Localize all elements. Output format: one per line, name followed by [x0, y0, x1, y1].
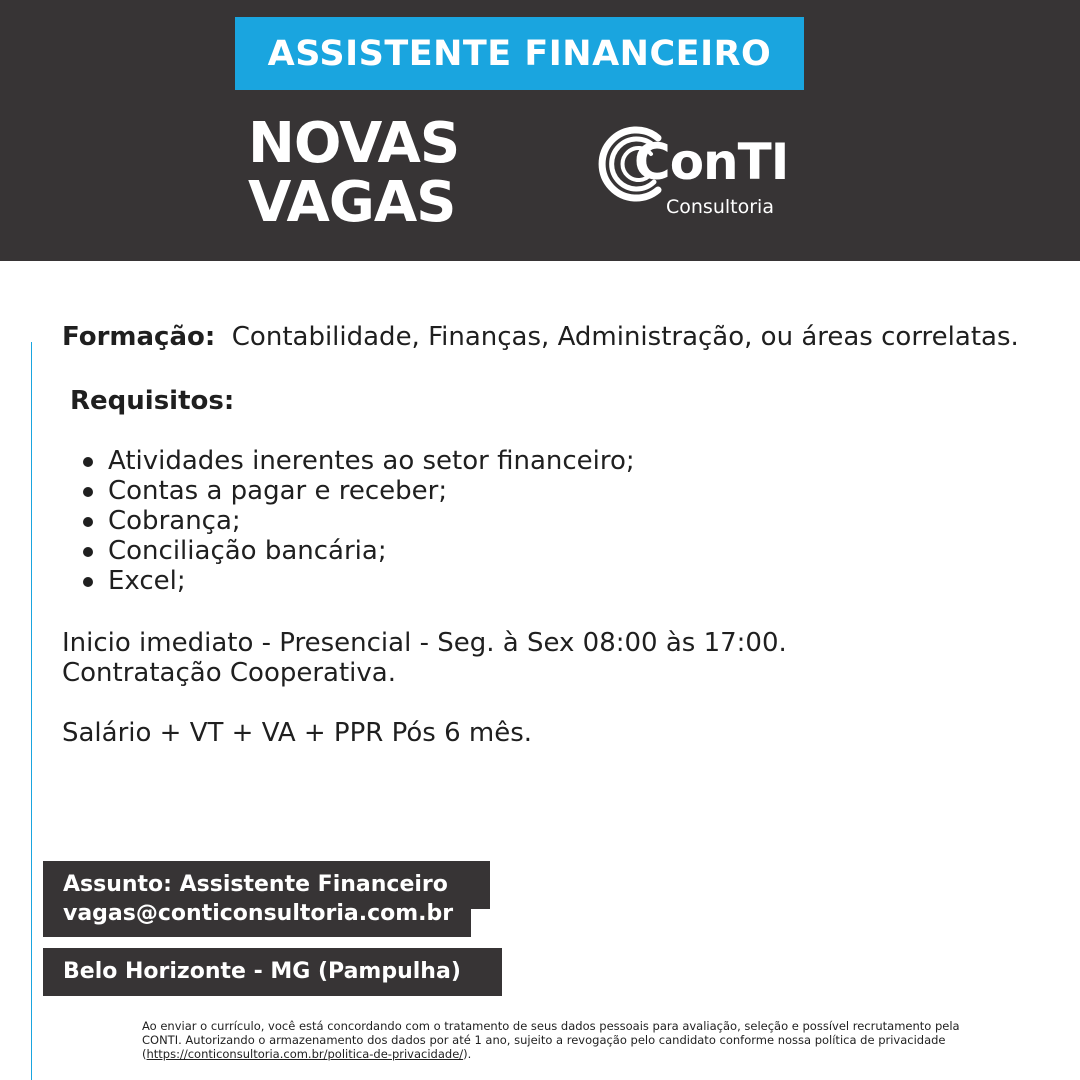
privacy-policy-link[interactable]: https://conticonsultoria.com.br/politica-de-privacidade/ [146, 1047, 464, 1061]
disclaimer-text: Ao enviar o currículo, você está concordando com o tratamento de seus dados pessoais para avaliação, seleção e possível recrutamento pela CONTI. Autorizando o armazenamento dos dados por até 1 ano, sujeito a revogação pelo candidato conforme nossa política de privacidade ( [142, 1019, 960, 1061]
logo-name: ConTI [634, 133, 789, 191]
email-address[interactable]: vagas@conticonsultoria.com.br [63, 901, 454, 926]
schedule-line-1: Inicio imediato - Presencial - Seg. à Sex 08:00 às 17:00. [62, 628, 787, 658]
list-item: Conciliação bancária; [82, 536, 1022, 566]
job-title-banner [235, 17, 804, 90]
privacy-disclaimer [142, 1019, 1002, 1061]
requisitos-heading: Requisitos: [70, 386, 235, 416]
headline-line-2: VAGAS [248, 170, 456, 235]
location: Belo Horizonte - MG (Pampulha) [63, 959, 461, 984]
schedule [62, 628, 1022, 688]
formacao-label: Formação: [62, 322, 216, 352]
salary: Salário + VT + VA + PPR Pós 6 mês. [62, 718, 533, 748]
list-item: Cobrança; [82, 506, 1022, 536]
header-band [0, 0, 1080, 261]
headline [248, 111, 460, 235]
email-box [43, 899, 471, 937]
job-title: ASSISTENTE FINANCEIRO [267, 33, 772, 74]
job-description [62, 322, 1022, 748]
formacao [62, 322, 1022, 352]
logo-subtitle: Consultoria [666, 196, 774, 218]
list-item: Atividades inerentes ao setor financeiro; [82, 446, 1022, 476]
requisitos-list [82, 446, 1022, 596]
headline-line-1: NOVAS [248, 111, 460, 176]
location-box [43, 948, 502, 996]
formacao-text: Contabilidade, Finanças, Administração, ou áreas correlatas. [231, 322, 1019, 352]
email-subject: Assunto: Assistente Financeiro [63, 872, 448, 897]
list-item: Excel; [82, 566, 1022, 596]
accent-divider [31, 342, 32, 1080]
schedule-line-2: Contratação Cooperativa. [62, 658, 396, 688]
disclaimer-end: ). [463, 1047, 472, 1061]
conti-logo [596, 124, 789, 224]
list-item: Contas a pagar e receber; [82, 476, 1022, 506]
